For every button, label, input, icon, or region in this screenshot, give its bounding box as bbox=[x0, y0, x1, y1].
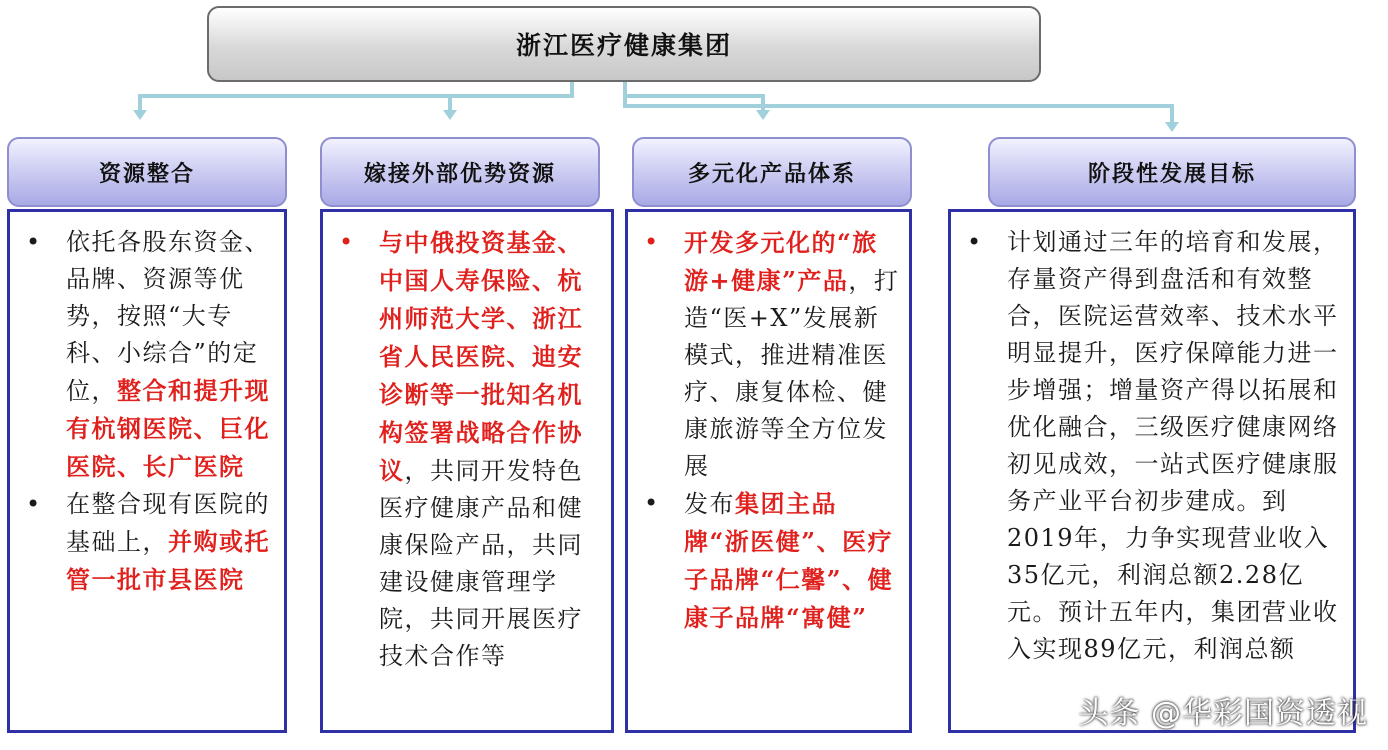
header-resource-integration bbox=[7, 137, 287, 207]
item-text: 依托各股东资金、品牌、资源等优势，按照“大专科、小综合”的定位， bbox=[66, 228, 270, 405]
item-text: 在整合现有医院的基础上， bbox=[66, 490, 270, 556]
list-item bbox=[636, 485, 903, 637]
item-highlight: 整合和提升现有杭钢医院、巨化医院、长广医院 bbox=[66, 376, 270, 481]
list-item bbox=[636, 224, 903, 485]
header-stage-goals bbox=[988, 137, 1356, 207]
list-item bbox=[959, 224, 1347, 668]
connector-to-col2 bbox=[450, 82, 572, 112]
column-external-resources bbox=[320, 209, 614, 733]
bullet-icon: • bbox=[26, 228, 42, 256]
arrow-col3 bbox=[756, 110, 770, 120]
bullet-icon: • bbox=[967, 228, 983, 256]
item-text: ，打造“医+X”发展新模式，推进精准医疗、康复体检、健康旅游等全方位发展 bbox=[684, 267, 900, 480]
header-external-resources bbox=[320, 137, 600, 207]
list-item bbox=[18, 224, 278, 486]
bullet-icon: • bbox=[26, 490, 42, 518]
item-highlight: 开发多元化的“旅游+健康”产品 bbox=[684, 228, 878, 295]
column-resource-integration bbox=[7, 209, 287, 733]
bullet-icon: • bbox=[339, 228, 355, 256]
item-highlight: 并购或托管一批市县医院 bbox=[66, 527, 270, 594]
header-label: 阶段性发展目标 bbox=[1087, 160, 1256, 187]
item-highlight: 集团主品牌“浙医健”、医疗子品牌“仁馨”、健康子品牌“寓健” bbox=[684, 489, 894, 632]
column-product-system bbox=[625, 209, 912, 733]
arrow-col4 bbox=[1165, 122, 1179, 132]
header-label: 多元化产品体系 bbox=[687, 160, 856, 187]
item-highlight: 与中俄投资基金、中国人寿保险、杭州师范大学、浙江省人民医院、迪安诊断等一批知名机构签署战略合作协议 bbox=[379, 228, 583, 485]
header-label: 资源整合 bbox=[98, 160, 195, 187]
bullet-icon: • bbox=[644, 489, 660, 517]
item-text: 发布 bbox=[684, 490, 735, 518]
bullet-list bbox=[959, 224, 1347, 668]
arrow-col1 bbox=[133, 110, 147, 120]
arrow-col2 bbox=[443, 110, 457, 120]
connector-to-col4 bbox=[625, 82, 1172, 124]
header-product-system bbox=[632, 137, 912, 207]
column-stage-goals bbox=[948, 209, 1356, 733]
item-text: ，共同开发特色医疗健康产品和健康保险产品，共同建设健康管理学院，共同开展医疗技术合作等 bbox=[379, 457, 583, 670]
bullet-icon: • bbox=[644, 228, 660, 256]
list-item bbox=[331, 224, 605, 675]
watermark: 头条 @华彩国资透视 bbox=[1078, 696, 1368, 731]
root-title: 浙江医疗健康集团 bbox=[515, 31, 732, 60]
bullet-list bbox=[636, 224, 903, 637]
list-item bbox=[18, 486, 278, 599]
bullet-list bbox=[331, 224, 605, 675]
bullet-list bbox=[18, 224, 278, 599]
item-text: 计划通过三年的培育和发展，存量资产得到盘活和有效整合，医院运营效率、技术水平明显提升，医疗保障能力进一步增强；增量资产得以拓展和优化融合，三级医疗健康网络初见成效，一站式医疗健康服务产业平台初步建成。到2019年，力争实现营业收入35亿元，利润总额2.28亿元。预计五年内，集团营业收入实现89亿元，利润总额 bbox=[1007, 228, 1339, 663]
header-label: 嫁接外部优势资源 bbox=[363, 160, 556, 187]
